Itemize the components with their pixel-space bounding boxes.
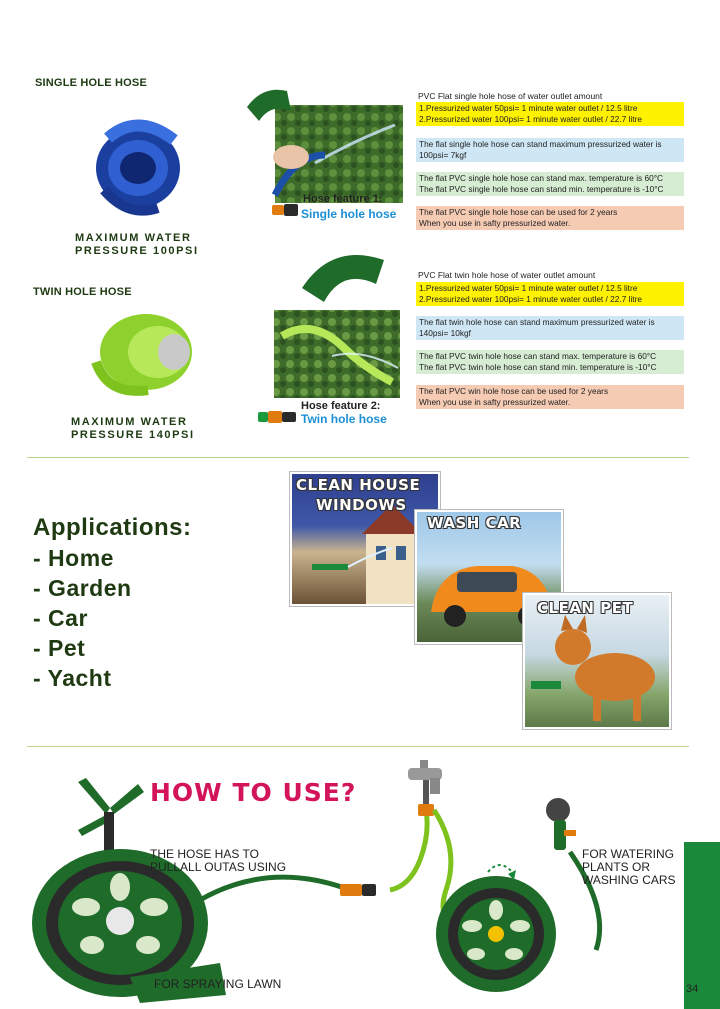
- spec-line: The flat PVC single hole hose can be used for 2 years: [419, 207, 618, 217]
- spec-line: 2.Pressurized water 100psi= 1 minute water outlet / 22.7 litre: [419, 114, 642, 124]
- applications-title: Applications:: [33, 514, 192, 541]
- single-spec-heading: PVC Flat single hole hose of water outlet amount: [418, 91, 603, 101]
- spec-line: The flat single hole hose can stand maximum pressurized water is: [419, 139, 662, 149]
- twin-feature-value: Twin hole hose: [301, 412, 387, 426]
- how-to-use-title: HOW TO USE?: [150, 778, 357, 807]
- windows-caption-line2: WINDOWS: [316, 496, 407, 514]
- single-feature-value: Single hole hose: [301, 207, 397, 221]
- note-line: THE HOSE HAS TO: [150, 847, 259, 861]
- car-caption: WASH CAR: [427, 514, 522, 532]
- spec-line: When you use in safty pressurized water.: [419, 397, 571, 407]
- note-line: WASHING CARS: [582, 873, 676, 887]
- twin-pressure-line1: MAXIMUM WATER: [71, 416, 188, 428]
- twin-connector-icon: [258, 409, 298, 425]
- section-divider: [27, 457, 689, 458]
- applications-list: [33, 543, 132, 693]
- single-hose-photo: [245, 85, 405, 205]
- spec-line: When you use in safty pressurized water.: [419, 218, 571, 228]
- note-spraying-lawn: FOR SPRAYING LAWN: [154, 977, 282, 991]
- single-pressure-line1: MAXIMUM WATER: [75, 232, 192, 244]
- twin-pressure-line2: PRESSURE 140PSI: [71, 429, 195, 441]
- single-spec-lifetime: [416, 206, 684, 230]
- single-spec-outlet: [416, 102, 684, 126]
- note-line: FOR WATERING: [582, 847, 674, 861]
- application-item: - Yacht: [33, 665, 112, 691]
- spec-line: The flat twin hole hose can stand maximum pressurized water is: [419, 317, 655, 327]
- twin-spec-temperature: [416, 350, 684, 374]
- section-divider: [27, 746, 689, 747]
- single-hose-coil-image: [88, 110, 188, 220]
- hose-reel-connected-image: [430, 850, 570, 1002]
- spec-line: 2.Pressurized water 100psi= 1 minute water outlet / 22.7 litre: [419, 294, 642, 304]
- spec-line: 1.Pressurized water 50psi= 1 minute water outlet / 12.5 litre: [419, 103, 638, 113]
- spec-line: The flat PVC single hole hose can stand max. temperature is 60°C: [419, 173, 664, 183]
- single-pressure-line2: PRESSURE 100PSI: [75, 245, 199, 257]
- spec-line: 100psi= 7kgf: [419, 150, 467, 160]
- note-pull-hose: [150, 848, 286, 874]
- single-spec-pressure: [416, 138, 684, 162]
- spec-line: The flat PVC twin hole hose can stand min. temperature is -10°C: [419, 362, 657, 372]
- twin-hose-coil-image: [88, 300, 198, 400]
- windows-caption-line1: CLEAN HOUSE: [296, 476, 421, 494]
- twin-spec-heading: PVC Flat twin hole hose of water outlet amount: [418, 270, 596, 280]
- single-connector-icon: [272, 202, 300, 218]
- pet-caption: CLEAN PET: [537, 599, 634, 617]
- application-item: - Pet: [33, 635, 86, 661]
- single-spec-temperature: [416, 172, 684, 196]
- faucet-icon: [400, 758, 450, 808]
- twin-hose-photo: [272, 248, 400, 400]
- twin-spec-pressure: [416, 316, 684, 340]
- single-hose-title: SINGLE HOLE HOSE: [35, 77, 147, 89]
- twin-feature-label: Hose feature 2:: [301, 400, 381, 412]
- twin-spec-outlet: [416, 282, 684, 306]
- note-watering: [582, 848, 676, 887]
- application-item: - Garden: [33, 575, 132, 601]
- application-item: - Home: [33, 545, 114, 571]
- note-line: PLANTS OR: [582, 860, 651, 874]
- twin-spec-lifetime: [416, 385, 684, 409]
- twin-hose-title: TWIN HOLE HOSE: [33, 286, 132, 298]
- clean-pet-photo: [523, 593, 671, 729]
- spec-line: The flat PVC win hole hose can be used for 2 years: [419, 386, 609, 396]
- application-item: - Car: [33, 605, 88, 631]
- spec-line: The flat PVC single hole hose can stand min. temperature is -10°C: [419, 184, 664, 194]
- spec-line: The flat PVC twin hole hose can stand max. temperature is 60°C: [419, 351, 657, 361]
- single-feature-label: Hose feature 1:: [303, 193, 383, 205]
- note-line: PULLALL OUTAS USING: [150, 860, 287, 874]
- page-number: 34: [686, 983, 699, 995]
- spec-line: 140psi= 10kgf: [419, 328, 471, 338]
- spec-line: 1.Pressurized water 50psi= 1 minute water outlet / 12.5 litre: [419, 283, 638, 293]
